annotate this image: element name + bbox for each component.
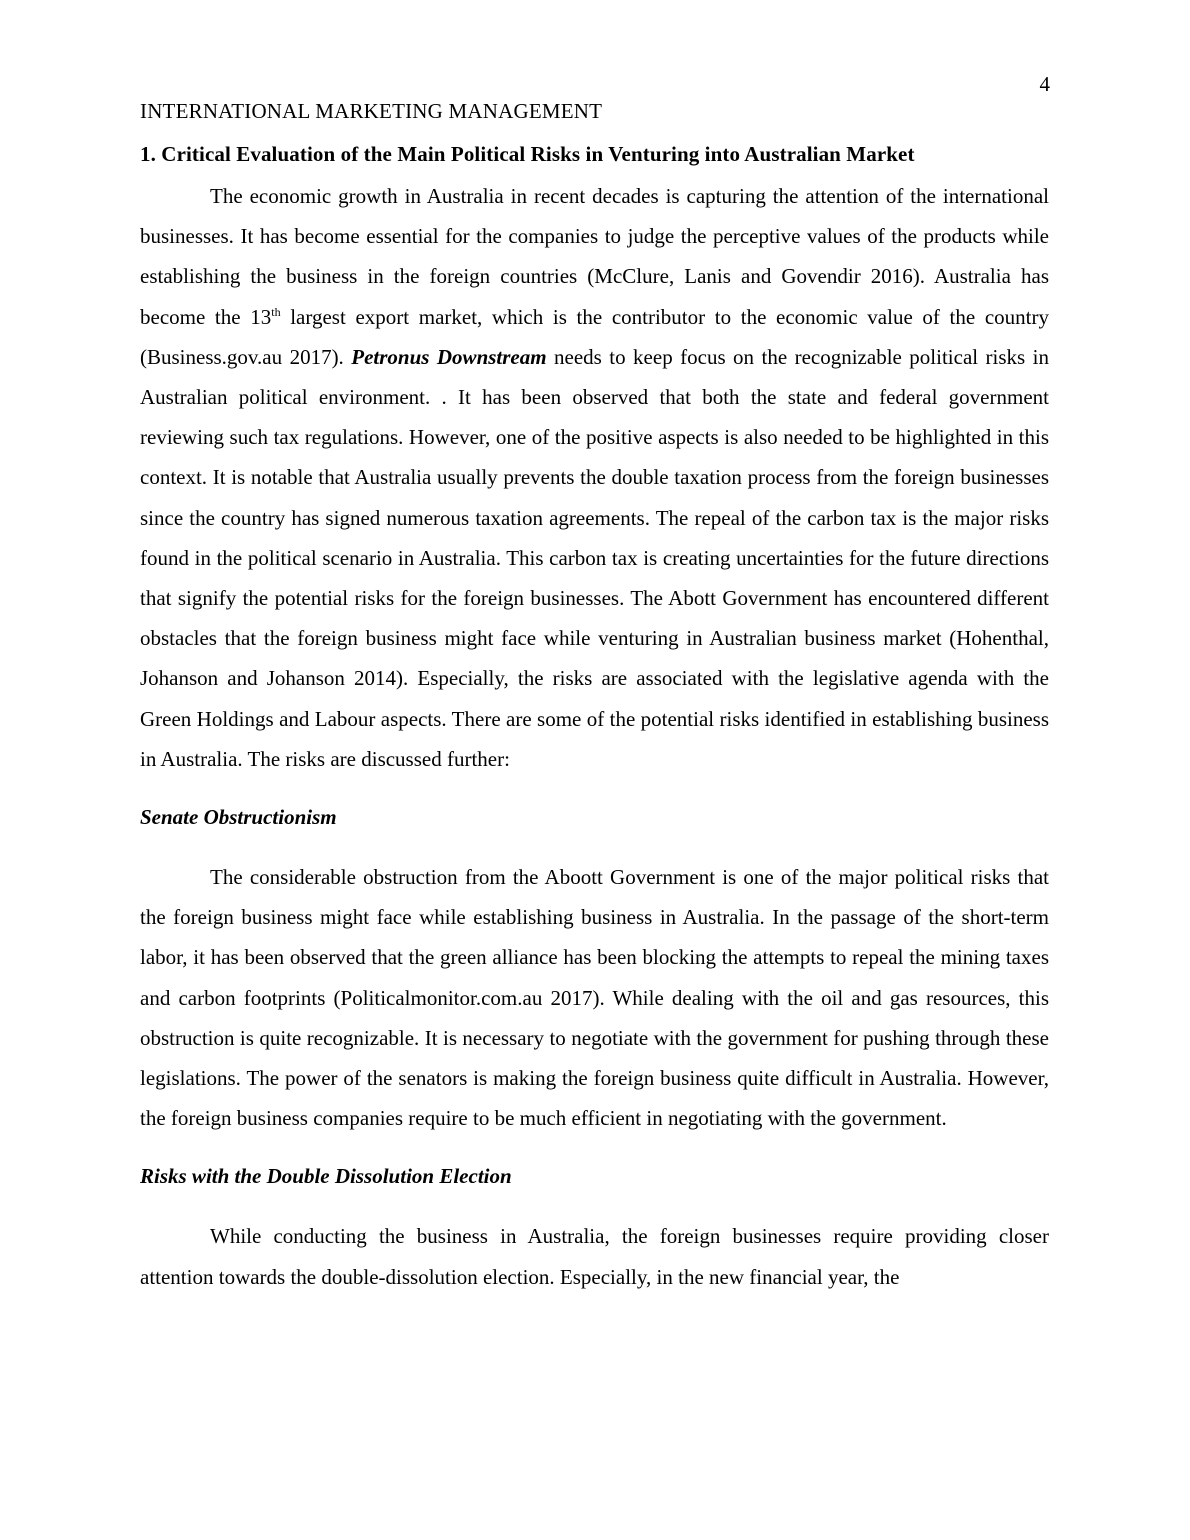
paragraph-text: needs to keep focus on the recognizable political risks in Australian political environment. . It has been observed that both the state and federal government reviewing such tax regulations. However, one of the positive aspects is also needed to be highlighted in this context. It is notable that Australia usually prevents the double taxation process from the foreign businesses since the country has signed numerous taxation agreements. The repeal of the carbon tax is the major risks found in the political scenario in Australia. This carbon tax is creating uncertainties for the future directions that signify the potential risks for the foreign businesses. The Abott Government has encountered different obstacles that the foreign business might face while venturing in Australian business market (Hohenthal, Johanson and Johanson 2014). Especially, the risks are associated with the legislative agenda with the Green Holdings and Labour aspects. There are some of the potential risks identified in establishing business in Australia. The risks are discussed further: <box>140 344 1049 771</box>
paragraph-text: largest export market, which is the contributor to the economic value of the country (Business.gov.au 2017). <box>140 304 1049 369</box>
section-heading: 1. Critical Evaluation of the Main Political Risks in Venturing into Australian Market <box>140 142 915 166</box>
body-paragraph-double-dissolution: While conducting the business in Australia, the foreign businesses require providing closer attention towards the double-dissolution election. Especially, in the new financial year, the <box>140 1224 1049 1289</box>
page-number: 4 <box>1039 72 1050 96</box>
body-paragraph-senate: The considerable obstruction from the Aboott Government is one of the major political risks that the foreign business might face while establishing business in Australia. In the passage of the short-term labor, it has been observed that the green alliance has been blocking the attempts to repeal the mining taxes and carbon footprints (Politicalmonitor.com.au 2017). While dealing with the oil and gas resources, this obstruction is quite recognizable. It is necessary to negotiate with the government for pushing through these legislations. The power of the senators is making the foreign business quite difficult in Australia. However, the foreign business companies require to be much efficient in negotiating with the government. <box>140 865 1049 1131</box>
company-name: Petronus Downstream <box>351 344 547 369</box>
body-paragraph-intro <box>140 176 1049 779</box>
subheading-senate-obstructionism: Senate Obstructionism <box>140 805 337 830</box>
ordinal-superscript: th <box>271 304 281 319</box>
subheading-double-dissolution: Risks with the Double Dissolution Election <box>140 1164 512 1189</box>
paragraph-text: The economic growth in Australia in recent decades is capturing the attention of the international businesses. It has become essential for the companies to judge the perceptive values of the products while establishing the business in the foreign countries (McClure, Lanis and Govendir 2016). Australia has become the 13 <box>140 184 1049 329</box>
document-body <box>140 138 1049 1297</box>
running-head: INTERNATIONAL MARKETING MANAGEMENT <box>140 99 603 123</box>
